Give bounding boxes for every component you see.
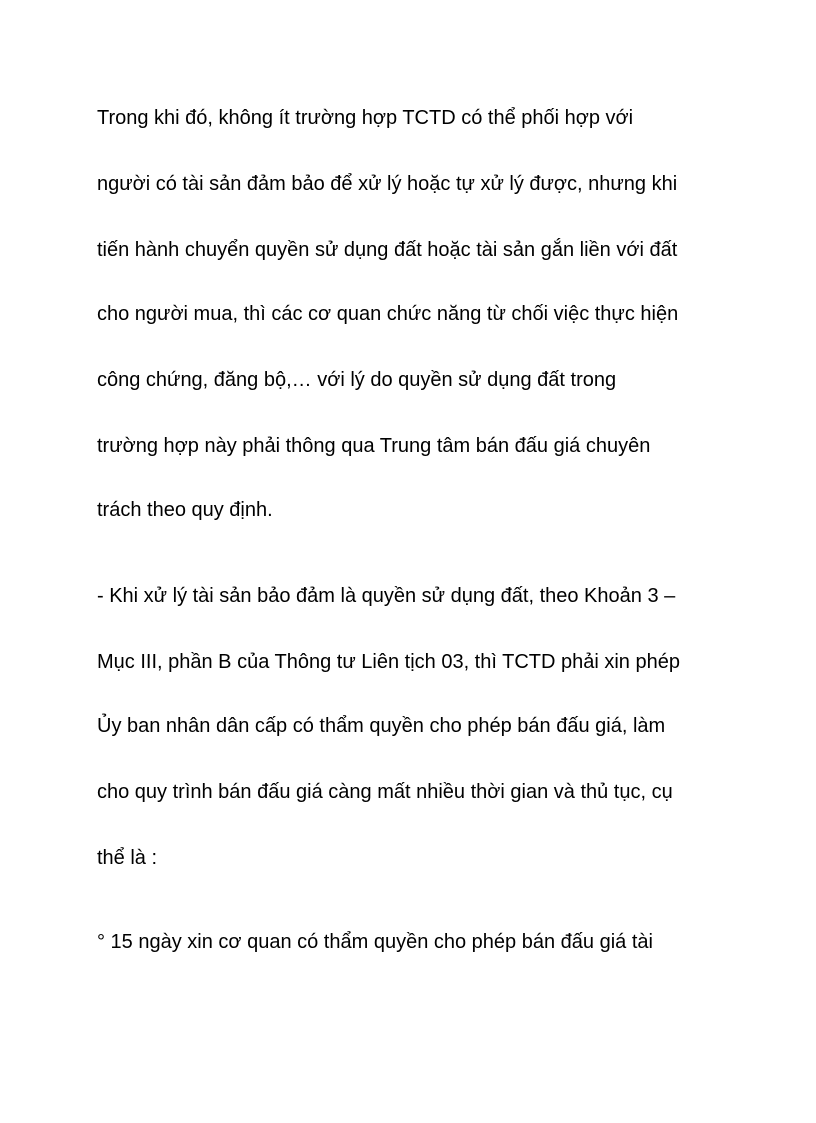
text-line: - Khi xử lý tài sản bảo đảm là quyền sử dụng đất, theo Khoản 3 –: [97, 585, 676, 607]
text-line: Ủy ban nhân dân cấp có thẩm quyền cho phép bán đấu giá, làm: [97, 715, 666, 737]
text-line: trường hợp này phải thông qua Trung tâm bán đấu giá chuyên: [97, 435, 651, 457]
text-line: trách theo quy định.: [97, 499, 273, 521]
text-line: người có tài sản đảm bảo để xử lý hoặc tự xử lý được, nhưng khi: [97, 173, 678, 195]
text-line: Trong khi đó, không ít trường hợp TCTD có thể phối hợp với: [97, 107, 634, 129]
text-line: cho người mua, thì các cơ quan chức năng từ chối việc thực hiện: [97, 303, 679, 325]
text-line: thể là :: [97, 847, 158, 869]
text-line: công chứng, đăng bộ,… với lý do quyền sử dụng đất trong: [97, 369, 617, 391]
text-line: ° 15 ngày xin cơ quan có thẩm quyền cho phép bán đấu giá tài: [97, 931, 653, 953]
text-line: tiến hành chuyển quyền sử dụng đất hoặc tài sản gắn liền với đất: [97, 239, 678, 261]
text-line: cho quy trình bán đấu giá càng mất nhiều thời gian và thủ tục, cụ: [97, 781, 673, 803]
text-line: Mục III, phần B của Thông tư Liên tịch 03, thì TCTD phải xin phép: [97, 651, 680, 673]
